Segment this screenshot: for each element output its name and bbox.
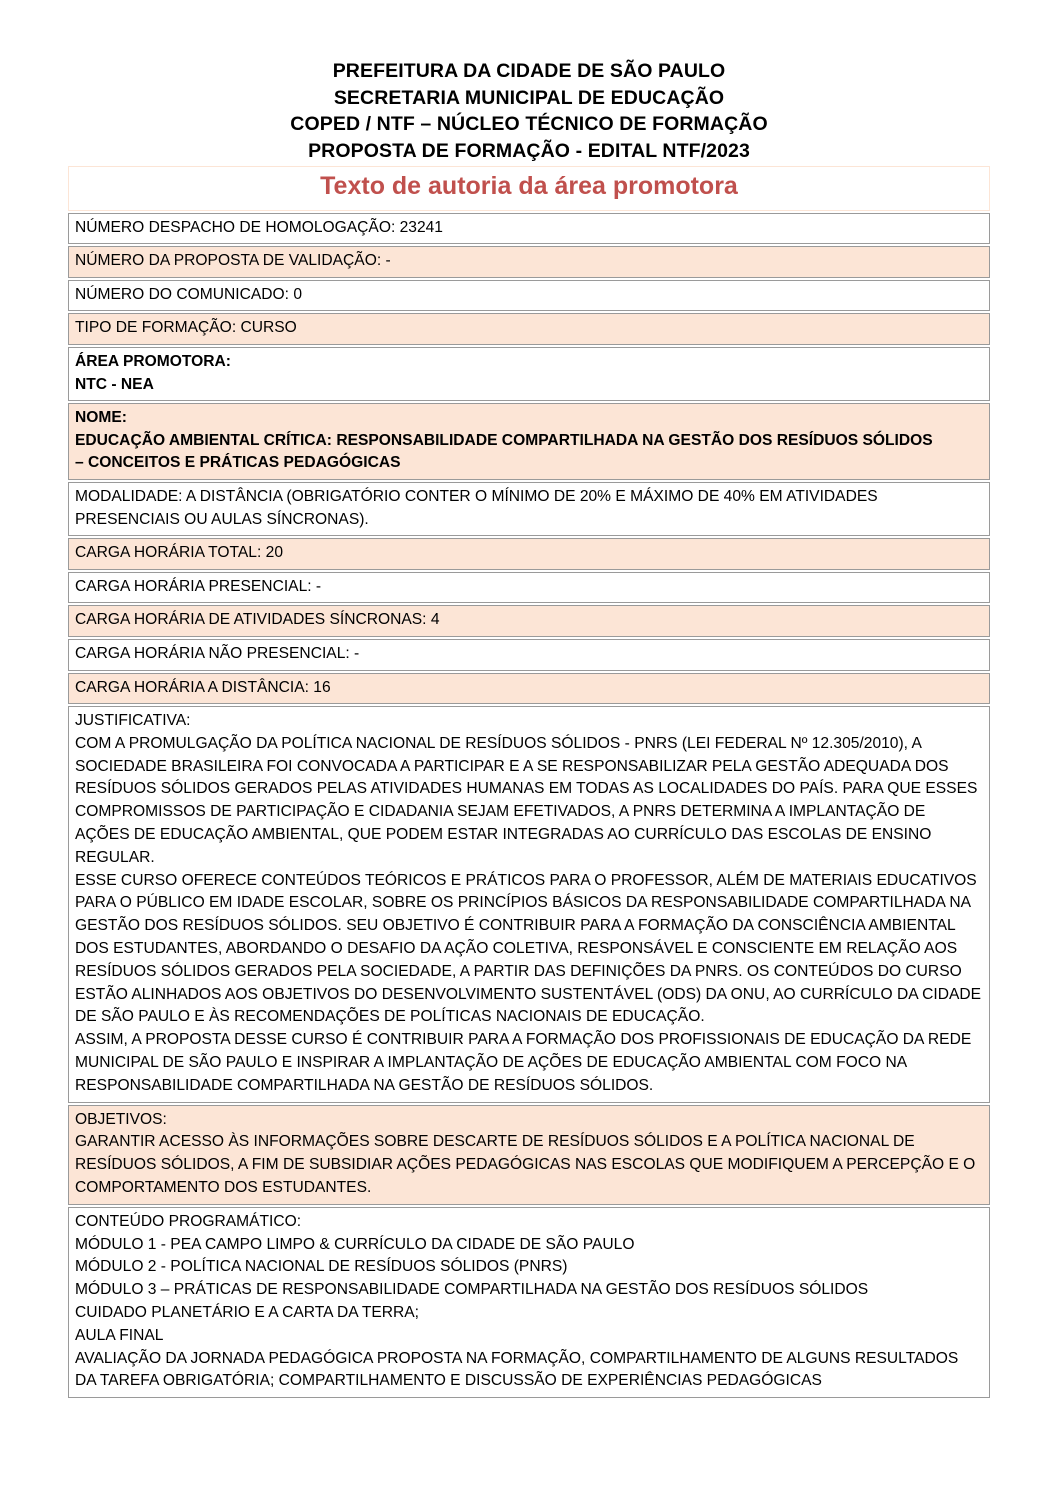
field-numero-despacho: NÚMERO DESPACHO DE HOMOLOGAÇÃO: 23241 [68,213,990,245]
header-line-coped-ntf: COPED / NTF – NÚCLEO TÉCNICO DE FORMAÇÃO [290,113,768,135]
justificativa-paragraph-3: ASSIM, A PROPOSTA DESSE CURSO É CONTRIBUIR PARA A FORMAÇÃO DOS PROFISSIONAIS DE EDUCAÇÃO DA REDE MUNICIPAL DE SÃO PAULO E INSPIRAR A IMPLANTAÇÃO DE AÇÕES DE EDUCAÇÃO AMBIENTAL COM FOCO NA RESPONSABILIDADE COMPARTILHADA NA GESTÃO DE RESÍDUOS SÓLIDOS. [75,1031,972,1094]
table-row-nome [68,403,990,480]
header-line-secretaria: SECRETARIA MUNICIPAL DE EDUCAÇÃO [333,86,725,109]
area-promotora-value: NTC - NEA [75,375,154,393]
table-row-carga-presencial [68,572,990,604]
nome-value-line-2: – CONCEITOS E PRÁTICAS PEDAGÓGICAS [75,454,401,472]
conteudo-item-cuidado-planetario: CUIDADO PLANETÁRIO E A CARTA DA TERRA; [75,1304,420,1322]
conteudo-item-aula-final: AULA FINAL [75,1326,164,1344]
field-objetivos [68,1105,990,1205]
table-row-carga-total [68,538,990,570]
nome-value-line-1: EDUCAÇÃO AMBIENTAL CRÍTICA: RESPONSABILIDADE COMPARTILHADA NA GESTÃO DOS RESÍDUOS SÓLIDOS [75,431,933,449]
table-row-carga-distancia [68,673,990,705]
field-justificativa [68,706,990,1103]
conteudo-item-modulo-3: MÓDULO 3 – PRÁTICAS DE RESPONSABILIDADE COMPARTILHADA NA GESTÃO DOS RESÍDUOS SÓLIDOS [75,1281,869,1299]
banner-cell [68,166,990,211]
banner-title: Texto de autoria da área promotora [320,172,738,200]
justificativa-paragraph-1: COM A PROMULGAÇÃO DA POLÍTICA NACIONAL DE RESÍDUOS SÓLIDOS - PNRS (LEI FEDERAL Nº 12.305/2010), A SOCIEDADE BRASILEIRA FOI CONVOCADA A PARTICIPAR E A SE RESPONSABILIZAR PELA GESTÃO ADEQUADA DOS RESÍDUOS SÓLIDOS GERADOS PELAS ATIVIDADES HUMANAS EM TODAS AS LOCALIDADES DO PAÍS. PARA QUE ESSES COMPROMISSOS DE PARTICIPAÇÃO E CIDADANIA SEJAM EFETIVADOS, A PNRS DETERMINA A IMPLANTAÇÃO DE AÇÕES DE EDUCAÇÃO AMBIENTAL, QUE PODEM ESTAR INTEGRADAS AO CURRÍCULO DAS ESCOLAS DE ENSINO REGULAR. [75,734,978,866]
field-carga-horaria-a-distancia: CARGA HORÁRIA A DISTÂNCIA: 16 [68,673,990,705]
field-modalidade: MODALIDADE: A DISTÂNCIA (OBRIGATÓRIO CONTER O MÍNIMO DE 20% E MÁXIMO DE 40% EM ATIVIDADES PRESENCIAIS OU AULAS SÍNCRONAS). [68,482,990,536]
objetivos-text: GARANTIR ACESSO ÀS INFORMAÇÕES SOBRE DESCARTE DE RESÍDUOS SÓLIDOS E A POLÍTICA NACIONAL DE RESÍDUOS SÓLIDOS, A FIM DE SUBSIDIAR AÇÕES PEDAGÓGICAS NAS ESCOLAS QUE MODIFIQUEM A PERCEPÇÃO E O COMPORTAMENTO DOS ESTUDANTES. [75,1133,976,1197]
justificativa-label: JUSTIFICATIVA: [75,712,191,730]
table-row-banner [68,166,990,211]
table-row-proposta-validacao [68,246,990,278]
table-row-carga-nao-presencial [68,639,990,671]
header-line-proposta-edital: PROPOSTA DE FORMAÇÃO - EDITAL NTF/2023 [308,139,750,162]
field-carga-horaria-total: CARGA HORÁRIA TOTAL: 20 [68,538,990,570]
field-carga-horaria-sincronas: CARGA HORÁRIA DE ATIVIDADES SÍNCRONAS: 4 [68,605,990,637]
field-numero-comunicado: NÚMERO DO COMUNICADO: 0 [68,280,990,312]
justificativa-paragraph-2: ESSE CURSO OFERECE CONTEÚDOS TEÓRICOS E PRÁTICOS PARA O PROFESSOR, ALÉM DE MATERIAIS EDUCATIVOS PARA O PÚBLICO EM IDADE ESCOLAR, SOBRE OS PRINCÍPIOS BÁSICOS DA RESPONSABILIDADE COMPARTILHADA NA GESTÃO DOS RESÍDUOS SÓLIDOS. SEU OBJETIVO É CONTRIBUIR PARA A FORMAÇÃO DA CONSCIÊNCIA AMBIENTAL DOS ESTUDANTES, ABORDANDO O DESAFIO DA AÇÃO COLETIVA, RESPONSÁVEL E CONSCIENTE EM RELAÇÃO AOS RESÍDUOS SÓLIDOS GERADOS PELA SOCIEDADE, A PARTIR DAS DEFINIÇÕES DA PNRS. OS CONTEÚDOS DO CURSO ESTÃO ALINHADOS AOS OBJETIVOS DO DESENVOLVIMENTO SUSTENTÁVEL (ODS) DA ONU, AO CURRÍCULO DA CIDADE DE SÃO PAULO E ÀS RECOMENDAÇÕES DE POLÍTICAS NACIONAIS DE EDUCAÇÃO. [75,871,982,1026]
proposta-form-table [68,164,990,1400]
field-numero-proposta-validacao: NÚMERO DA PROPOSTA DE VALIDAÇÃO: - [68,246,990,278]
conteudo-item-modulo-1: MÓDULO 1 - PEA CAMPO LIMPO & CURRÍCULO DA CIDADE DE SÃO PAULO [75,1235,635,1253]
field-nome [68,403,990,480]
table-row-comunicado [68,280,990,312]
nome-label: NOME: [75,409,127,427]
table-row-justificativa [68,706,990,1103]
table-row-tipo-formacao [68,313,990,345]
table-row-modalidade [68,482,990,536]
table-row-area-promotora [68,347,990,401]
document-header [0,0,1058,164]
conteudo-item-modulo-2: MÓDULO 2 - POLÍTICA NACIONAL DE RESÍDUOS SÓLIDOS (PNRS) [75,1258,568,1276]
objetivos-label: OBJETIVOS: [75,1110,167,1128]
field-carga-horaria-nao-presencial: CARGA HORÁRIA NÃO PRESENCIAL: - [68,639,990,671]
field-conteudo-programatico [68,1207,990,1398]
field-tipo-formacao: TIPO DE FORMAÇÃO: CURSO [68,313,990,345]
field-carga-horaria-presencial: CARGA HORÁRIA PRESENCIAL: - [68,572,990,604]
table-row-carga-sincronas [68,605,990,637]
table-row-conteudo-programatico [68,1207,990,1398]
conteudo-item-avaliacao: AVALIAÇÃO DA JORNADA PEDAGÓGICA PROPOSTA NA FORMAÇÃO, COMPARTILHAMENTO DE ALGUNS RESULTADOS DA TAREFA OBRIGATÓRIA; COMPARTILHAMENTO E DISCUSSÃO DE EXPERIÊNCIAS PEDAGÓGICAS [75,1349,959,1390]
table-row-despacho [68,213,990,245]
table-row-objetivos [68,1105,990,1205]
conteudo-programatico-label: CONTEÚDO PROGRAMÁTICO: [75,1212,302,1230]
header-line-prefeitura: PREFEITURA DA CIDADE DE SÃO PAULO [332,60,726,82]
field-area-promotora [68,347,990,401]
area-promotora-label: ÁREA PROMOTORA: [75,352,231,370]
